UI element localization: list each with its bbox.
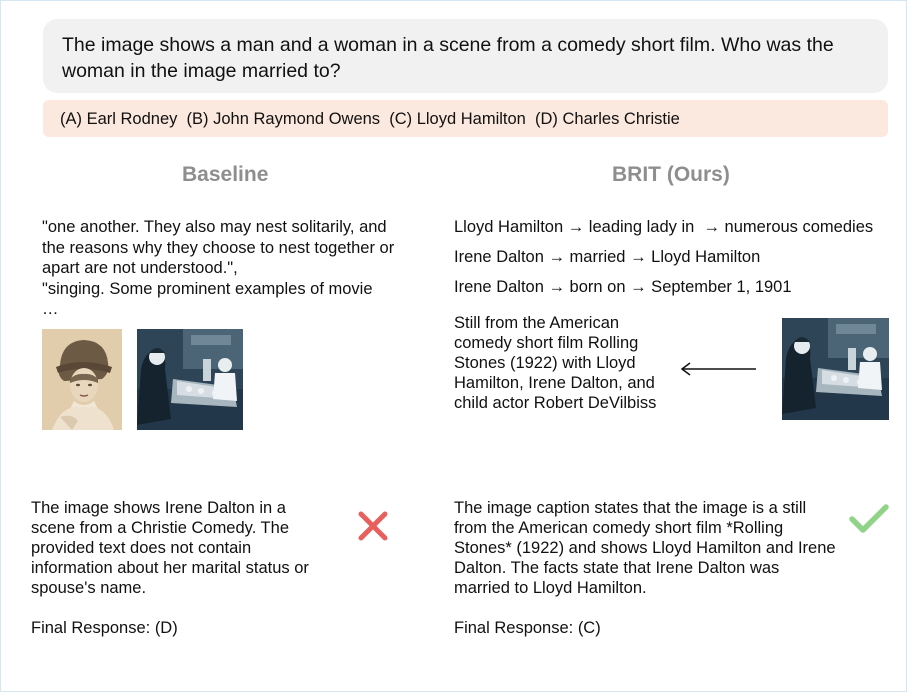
answer-options-text: (A) Earl Rodney (B) John Raymond Owens (C) Lloyd Hamilton (D) Charles Christie bbox=[60, 110, 680, 128]
knowledge-fact: Irene Dalton → married → Lloyd Hamilton bbox=[454, 248, 761, 266]
film-still-photo bbox=[137, 329, 243, 430]
baseline-final-response: Final Response: (D) bbox=[31, 619, 178, 637]
knowledge-fact: Irene Dalton → born on → September 1, 1901 bbox=[454, 278, 792, 296]
portrait-photo bbox=[42, 329, 122, 430]
film-still-photo bbox=[782, 318, 889, 420]
baseline-header: Baseline bbox=[182, 163, 269, 186]
baseline-response: The image shows Irene Dalton in a scene from a Christie Comedy. The provided text does not contain information about her marital status or spouse's name. bbox=[31, 499, 309, 597]
question-box bbox=[43, 19, 888, 93]
knowledge-fact: Lloyd Hamilton → leading lady in → numerous comedies bbox=[454, 218, 874, 236]
answer-options-box bbox=[43, 100, 888, 137]
brit-final-response: Final Response: (C) bbox=[454, 619, 601, 637]
left-arrow-icon bbox=[678, 360, 760, 378]
image-caption: Still from the American comedy short film Rolling Stones (1922) with Lloyd Hamilton, Irene Dalton, and child actor Robert DeVilbiss bbox=[454, 314, 657, 412]
baseline-retrieved-text: "one another. They also may nest solitarily, and the reasons why they choose to nest together or apart are not understood.", "singing. Some prominent examples of movie … bbox=[42, 218, 395, 318]
brit-response: The image caption states that the image is a still from the American comedy short film *Rolling Stones* (1922) and shows Lloyd Hamilton and Irene Dalton. The facts state that Irene Dalton was married to Lloyd Hamilton. bbox=[454, 499, 836, 597]
cross-icon bbox=[357, 510, 389, 542]
brit-header: BRIT (Ours) bbox=[612, 163, 730, 186]
checkmark-icon bbox=[848, 503, 890, 535]
question-text: The image shows a man and a woman in a scene from a comedy short film. Who was the woman in the image married to? bbox=[62, 34, 834, 82]
